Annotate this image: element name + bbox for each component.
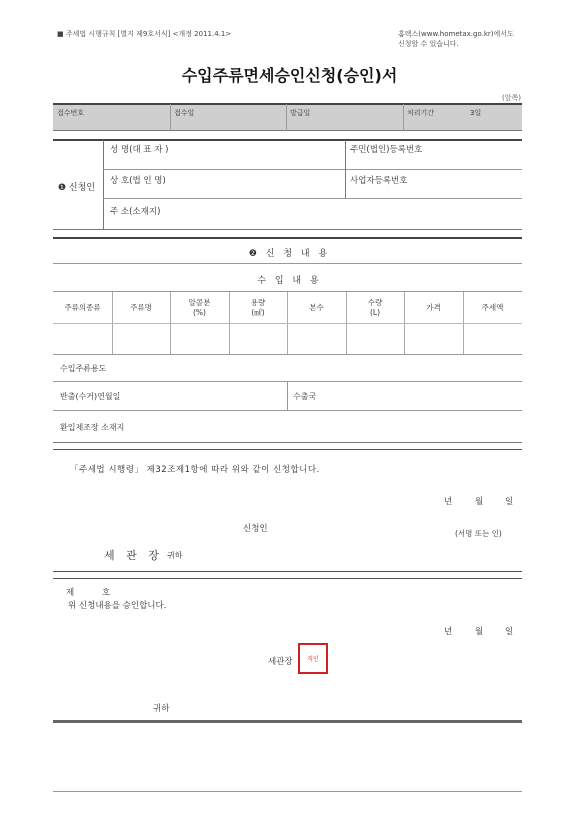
issue-date-label: 발급일	[290, 109, 311, 117]
col-price: 가격	[426, 302, 441, 312]
declaration-year: 년	[444, 497, 453, 507]
company-name-label: 상 호(법 인 명)	[110, 176, 166, 186]
col-bottles: 본수	[309, 302, 324, 312]
approval-day: 일	[505, 627, 514, 637]
processing-days-value: 3일	[470, 109, 482, 117]
recipient-customs-chief: 세 관 장	[104, 549, 163, 562]
address-label: 주 소(소재지)	[110, 207, 161, 217]
col-alcohol: 알콜분 (%)	[188, 297, 211, 317]
col-liquor-name: 주류명	[130, 302, 152, 312]
hometax-notice-line1: 홈택스(www.hometax.go.kr)에서도	[398, 30, 514, 38]
declaration-day: 일	[505, 497, 514, 507]
form-reference: ■ 주세법 시행규칙 [별지 제9호서식] <개정 2011.4.1>	[57, 30, 232, 38]
col-tax: 주세액	[481, 302, 504, 312]
approval-year: 년	[444, 627, 453, 637]
page-side-note: (앞쪽)	[502, 94, 521, 102]
page-title: 수입주류면세승인신청(승인)서	[181, 66, 398, 85]
receipt-bar	[53, 103, 522, 131]
declaration-statement: 「주세법 시행령」 제32조제1항에 따라 위와 같이 신청합니다.	[70, 465, 320, 475]
receipt-number-label: 접수번호	[57, 109, 85, 117]
official-seal-text: 직인	[307, 656, 319, 663]
shipment-date-label: 반출(수거)연월일	[60, 392, 121, 401]
approval-number-prefix: 제	[66, 588, 75, 598]
export-country-label: 수출국	[293, 392, 317, 401]
recipient-honorific: 귀하	[167, 551, 183, 560]
col-quantity: 수량 (L)	[367, 297, 383, 317]
declaration-month: 월	[475, 497, 484, 507]
approval-officer-label: 세관장	[268, 657, 293, 667]
processing-period-label: 처리기간	[407, 109, 435, 117]
col-liquor-type: 주류의종류	[64, 302, 101, 312]
signature-note: (서명 또는 인)	[455, 529, 502, 538]
official-seal-box	[298, 643, 328, 674]
approval-honorific: 귀하	[153, 704, 170, 714]
import-contents-title: 수 입 내 용	[257, 276, 322, 286]
resident-number-label: 주민(법인)등록번호	[350, 145, 423, 155]
hometax-notice-line2: 신청할 수 있습니다.	[398, 40, 459, 48]
approval-statement: 위 신청내용을 승인합니다.	[68, 601, 167, 611]
application-section-title: ❷ 신 청 내 용	[248, 249, 331, 259]
usage-label: 수입주류용도	[60, 364, 107, 373]
applicant-signature-label: 신청인	[243, 524, 268, 534]
approval-month: 월	[475, 627, 484, 637]
approval-number-suffix: 호	[102, 588, 111, 598]
name-field-label: 성 명(대 표 자 )	[110, 145, 169, 155]
refund-site-label: 환입제조장 소재지	[60, 423, 125, 432]
col-volume: 용량 (㎖)	[250, 297, 266, 317]
business-number-label: 사업자등록번호	[350, 176, 408, 186]
applicant-section-label: ❶ 신청인	[58, 183, 96, 193]
receipt-date-label: 접수일	[174, 109, 195, 117]
